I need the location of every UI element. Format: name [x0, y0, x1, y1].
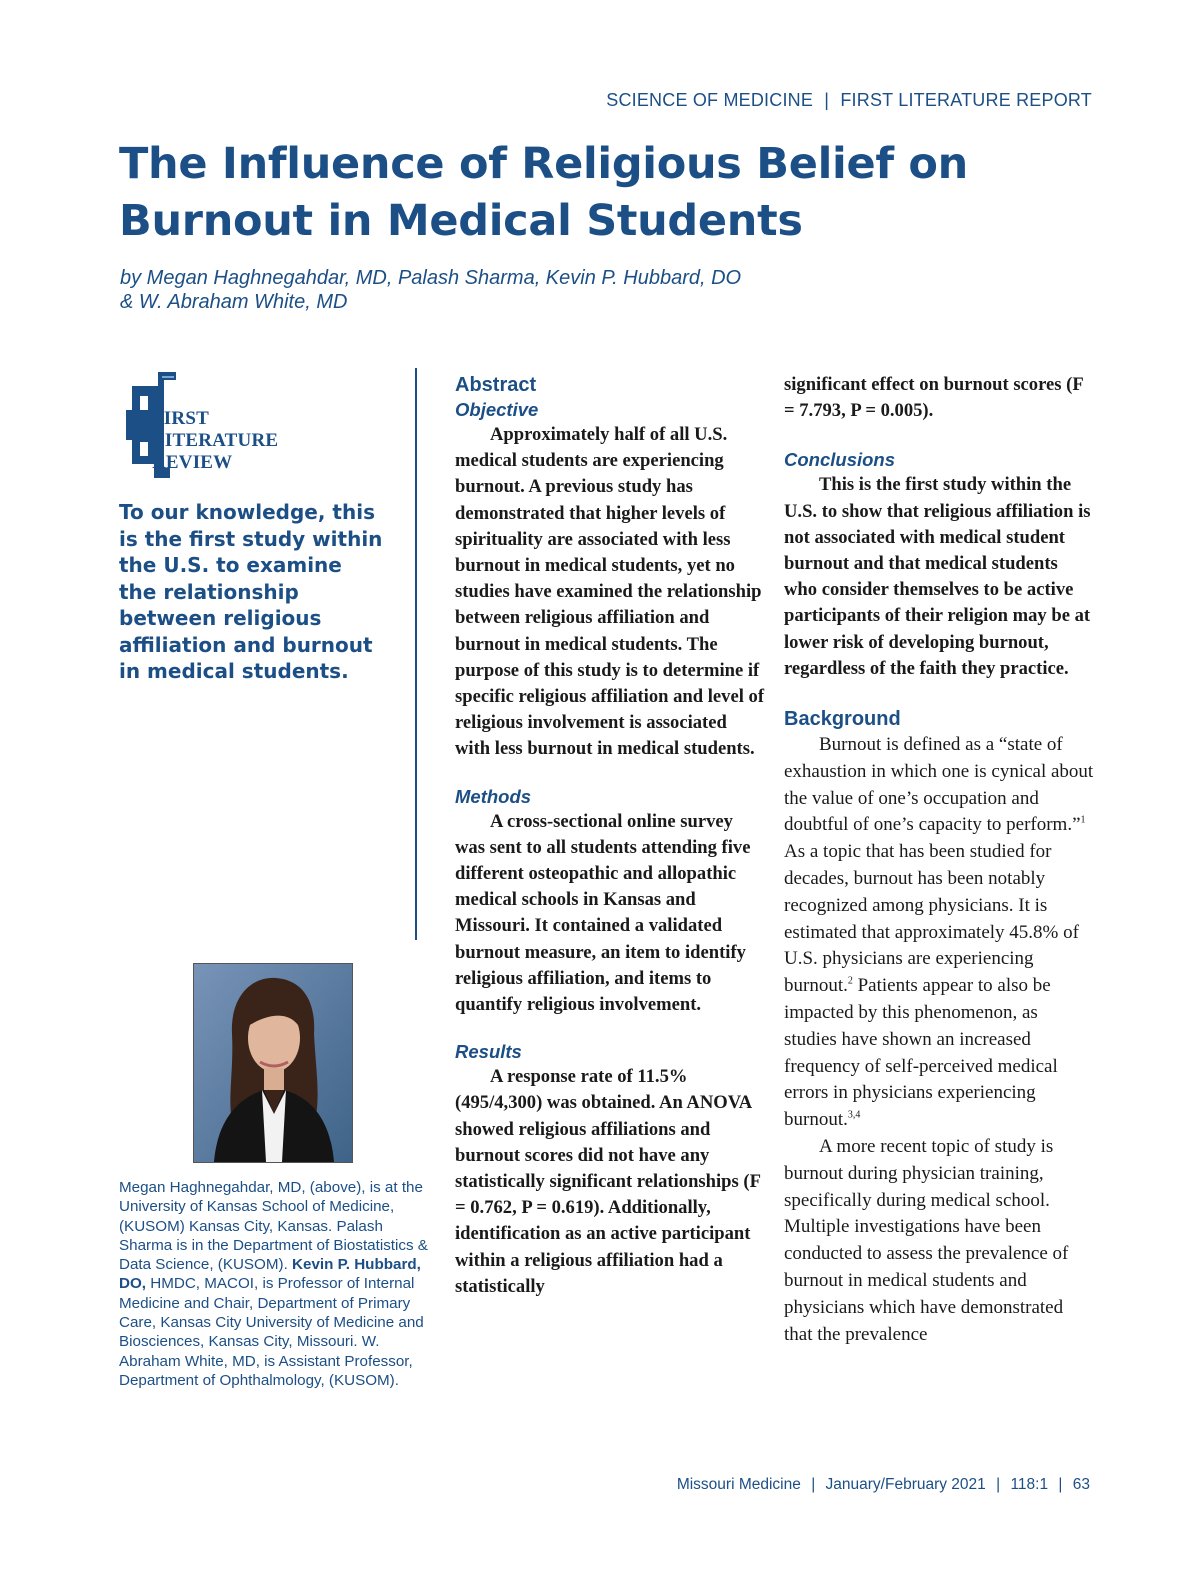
title-line-1: The Influence of Religious Belief on — [119, 139, 968, 189]
pull-quote: To our knowledge, this is the first study within the U.S. to examine the relationship between religious affiliation and burnout in medical students. — [119, 500, 383, 683]
results-continued: significant effect on burnout scores (F = 7.793, P = 0.005). — [784, 374, 1084, 422]
methods-text: A cross-sectional online survey was sent to all students attending five different osteopathic and allopathic medical schools in Kansas and Missouri. It contained a validated burnout measure, an item to identify religious affiliation, and items to quantify religious involvement. — [455, 810, 751, 1016]
background-paragraph-1 — [784, 732, 1094, 1134]
column-divider — [415, 368, 417, 940]
author-byline — [120, 266, 880, 314]
badge-line-3: REVIEW — [152, 452, 233, 473]
bg-p1a: Burnout is defined as a “state of exhaustion in which one is cynical about the value of one’s occupation and doubtful of one’s capacity to perform.” — [784, 734, 1094, 836]
report-label: FIRST LITERATURE REPORT — [840, 90, 1092, 110]
caption-part-2: HMDC, MACOI, is Professor of Internal Medicine and Chair, Department of Primary Care, Kansas City University of Medicine and Biosciences, Kansas City, Missouri. W. Abraham White, MD, is Assistant Professor, Department of Ophthalmology, (KUSOM). — [119, 1275, 424, 1389]
bg-p1c: Patients appear to also be impacted by this phenomenon, as studies have shown an increased frequency of self-perceived medical errors in physicians experiencing burnout. — [784, 975, 1058, 1131]
right-column — [784, 372, 1094, 1348]
footer-sep-1: | — [811, 1476, 816, 1493]
footer-sep-3: | — [1058, 1476, 1063, 1493]
methods-heading: Methods — [455, 785, 532, 807]
results-heading: Results — [455, 1041, 522, 1063]
caption-bold: Kevin P. Hubbard, DO, — [119, 1256, 421, 1293]
byline-line-1: by Megan Haghnegahdar, MD, Palash Sharma, Kevin P. Hubbard, DO — [120, 267, 742, 289]
bg-p1b: As a topic that has been studied for decades, burnout has been notably recognized among physicians. It is estimated that approximately 45.8% of U.S. physicians are experiencing burnout. — [784, 841, 1079, 997]
ref-3-4: 3,4 — [847, 1109, 861, 1121]
badge-text — [152, 408, 278, 474]
section-header — [606, 90, 1092, 111]
caption-part-1: Megan Haghnegahdar, MD, (above), is at the University of Kansas School of Medicine, (KUSOM) Kansas City, Kansas. Palash Sharma is in the Department of Biostatistics & Data Science, (KUSOM). — [119, 1179, 428, 1274]
journal-name: Missouri Medicine — [676, 1476, 801, 1493]
page-number: 63 — [1072, 1476, 1090, 1493]
volume: 118:1 — [1010, 1476, 1049, 1493]
ref-1: 1 — [1080, 815, 1086, 827]
footer-sep-2: | — [996, 1476, 1001, 1493]
objective-text: Approximately half of all U.S. medical students are experiencing burnout. A previous study has demonstrated that higher levels of spirituality are associated with less burnout in medical students, yet no studies have examined the relationship between religious affiliation and burnout in medical students. The purpose of this study is to determine if specific religious affiliation and level of religious involvement is associated with less burnout in medical students. — [455, 424, 765, 760]
header-separator: | — [824, 90, 830, 110]
issue-date: January/February 2021 — [825, 1476, 986, 1493]
article-title — [119, 136, 1079, 250]
badge-line-1: FIRST — [152, 408, 209, 429]
author-photo — [193, 963, 353, 1163]
abstract-column — [455, 372, 765, 1300]
objective-heading: Objective — [455, 399, 539, 420]
background-paragraph-2: A more recent topic of study is burnout during physician training, specifically during medical school. Multiple investigations have been conducted to assess the prevalence of burnout in medical students and physicians which have demonstrated that the prevalence — [784, 1135, 1069, 1345]
title-line-2: Burnout in Medical Students — [119, 196, 803, 246]
results-text: A response rate of 11.5% (495/4,300) was obtained. An ANOVA showed religious affiliations and burnout scores did not have any statistically significant relationships (F = 0.762, P = 0.619). Additionally, identification as an active participant within a religious affiliation had a statistically — [455, 1066, 761, 1297]
section-label: SCIENCE OF MEDICINE — [606, 90, 814, 110]
abstract-heading: Abstract — [455, 374, 537, 396]
badge-line-2: LITERATURE — [152, 430, 279, 451]
byline-line-2: & W. Abraham White, MD — [120, 291, 348, 313]
conclusions-text: This is the first study within the U.S. to show that religious affiliation is not associated with medical student burnout and that medical students who consider themselves to be active participants of their religion may be at lower risk of developing burnout, regardless of the faith they practice. — [784, 474, 1091, 679]
author-caption — [119, 1178, 437, 1390]
background-heading: Background — [784, 708, 901, 731]
ref-2: 2 — [847, 975, 853, 987]
page-footer — [677, 1476, 1090, 1494]
conclusions-heading: Conclusions — [784, 449, 896, 471]
